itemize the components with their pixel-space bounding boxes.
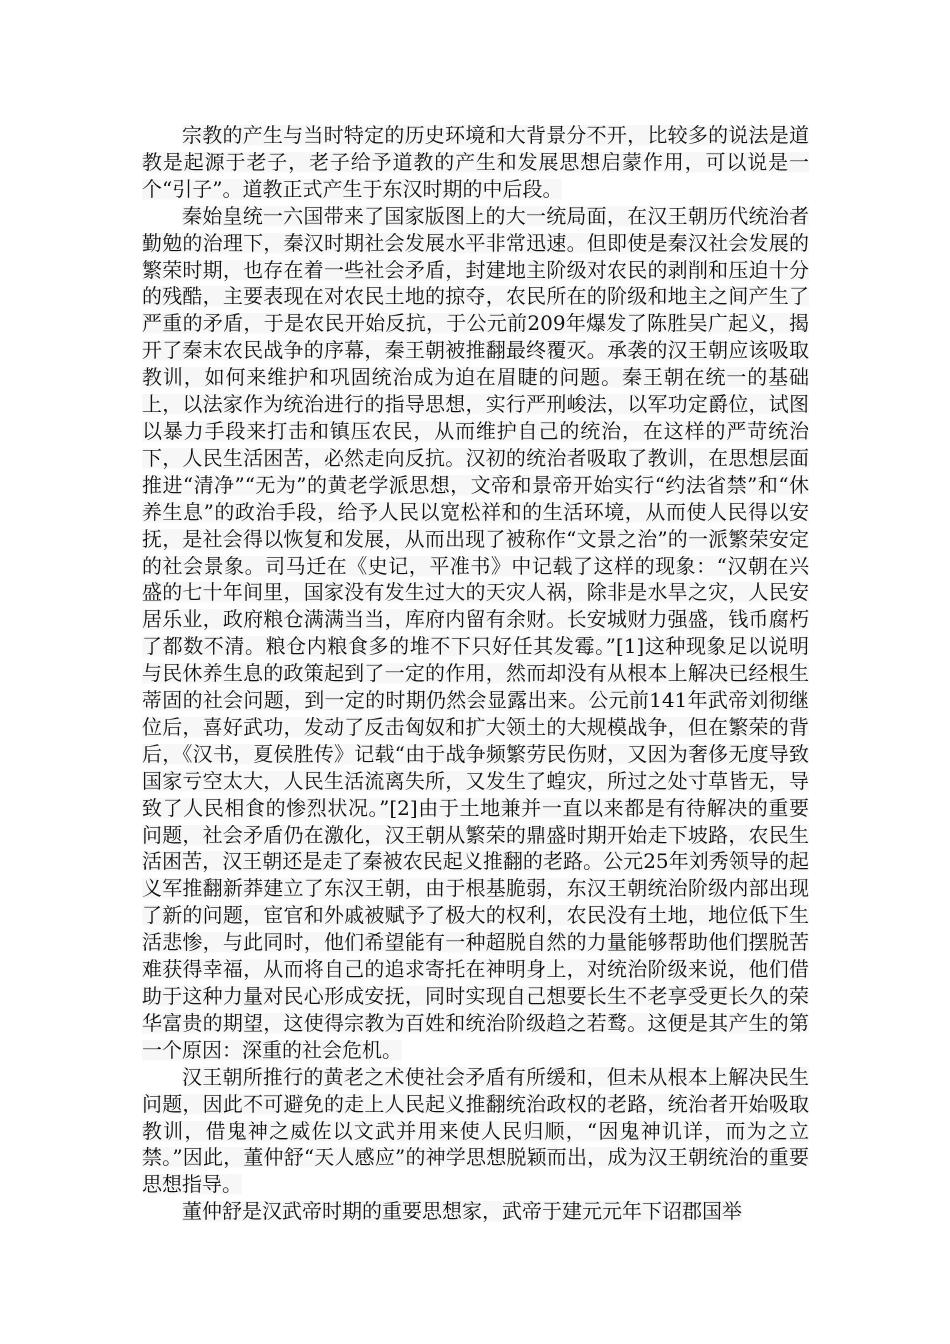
paragraph-4 bbox=[142, 1198, 809, 1225]
paragraph-2 bbox=[142, 203, 809, 1064]
body-text bbox=[142, 122, 809, 1225]
paragraph-4-text: 董仲舒是汉武帝时期的重要思想家，武帝于建元元年下诏郡国举 bbox=[182, 1199, 742, 1224]
paragraph-3-text: 汉王朝所推行的黄老之术使社会矛盾有所缓和，但未从根本上解决民生问题，因此不可避免的走上人民起义推翻统治政权的老路，统治者开始吸取教训，借鬼神之威佐以文武并用来使人民归顺，“因鬼神讥详，而为之立禁。”因此，董仲舒“天人感应”的神学思想脱颖而出，成为汉王朝统治的重要思想指导。 bbox=[142, 1064, 809, 1197]
paragraph-1 bbox=[142, 122, 809, 203]
paragraph-3 bbox=[142, 1064, 809, 1199]
paragraph-2-text: 秦始皇统一六国带来了国家版图上的大一统局面，在汉王朝历代统治者勤勉的治理下，秦汉时期社会发展水平非常迅速。但即使是秦汉社会发展的繁荣时期，也存在着一些社会矛盾，封建地主阶级对农民的剥削和压迫十分的残酷，主要表现在对农民土地的掠夺，农民所在的阶级和地主之间产生了严重的矛盾，于是农民开始反抗，于公元前209年爆发了陈胜吴广起义，揭开了秦末农民战争的序幕，秦王朝被推翻最终覆灭。承袭的汉王朝应该吸取教训，如何来维护和巩固统治成为迫在眉睫的问题。秦王朝在统一的基础上，以法家作为统治进行的指导思想，实行严刑峻法，以军功定爵位，试图以暴力手段来打击和镇压农民，从而维护自己的统治，在这样的严苛统治下，人民生活困苦，必然走向反抗。汉初的统治者吸取了教训，在思想层面推进“清净”“无为”的黄老学派思想，文帝和景帝开始实行“约法省禁”和“休养生息”的政治手段，给予人民以宽松祥和的生活环境，从而使人民得以安抚，是社会得以恢复和发展，从而出现了被称作“文景之治”的一派繁荣安定的社会景象。司马迁在《史记，平准书》中记载了这样的现象：“汉朝在兴盛的七十年间里，国家没有发生过大的天灾人祸，除非是水旱之灾，人民安居乐业，政府粮仓满满当当，库府内留有余财。长安城财力强盛，钱币腐朽了都数不清。粮仓内粮食多的堆不下只好任其发霉。”[1]这种现象足以说明与民休养生息的政策起到了一定的作用，然而却没有从根本上解决已经根生蒂固的社会问题，到一定的时期仍然会显露出来。公元前141年武帝刘彻继位后，喜好武功，发动了反击匈奴和扩大领土的大规模战争，但在繁荣的背后，《汉书，夏侯胜传》记载“由于战争频繁劳民伤财，又因为奢侈无度导致国家亏空太大，人民生活流离失所，又发生了蝗灾，所过之处寸草皆无，导致了人民相食的惨烈状况。”[2]由于土地兼并一直以来都是有待解决的重要问题，社会矛盾仍在激化，汉王朝从繁荣的鼎盛时期开始走下坡路，农民生活困苦，汉王朝还是走了秦被农民起义推翻的老路。公元25年刘秀领导的起义军推翻新莽建立了东汉王朝，由于根基脆弱，东汉王朝统治阶级内部出现了新的问题，宦官和外戚被赋予了极大的权利，农民没有土地，地位低下生活悲惨，与此同时，他们希望能有一种超脱自然的力量能够帮助他们摆脱苦难获得幸福，从而将自己的追求寄托在神明身上，对统治阶级来说，他们借助于这种力量对民心形成安抚，同时实现自己想要长生不老享受更长久的荣华富贵的期望，这使得宗教为百姓和统治阶级趋之若鹜。这便是其产生的第一个原因：深重的社会危机。 bbox=[142, 203, 809, 1062]
paragraph-1-text: 宗教的产生与当时特定的历史环境和大背景分不开，比较多的说法是道教是起源于老子，老子给予道教的产生和发展思想启蒙作用，可以说是一个“引子”。道教正式产生于东汉时期的中后段。 bbox=[142, 123, 809, 201]
